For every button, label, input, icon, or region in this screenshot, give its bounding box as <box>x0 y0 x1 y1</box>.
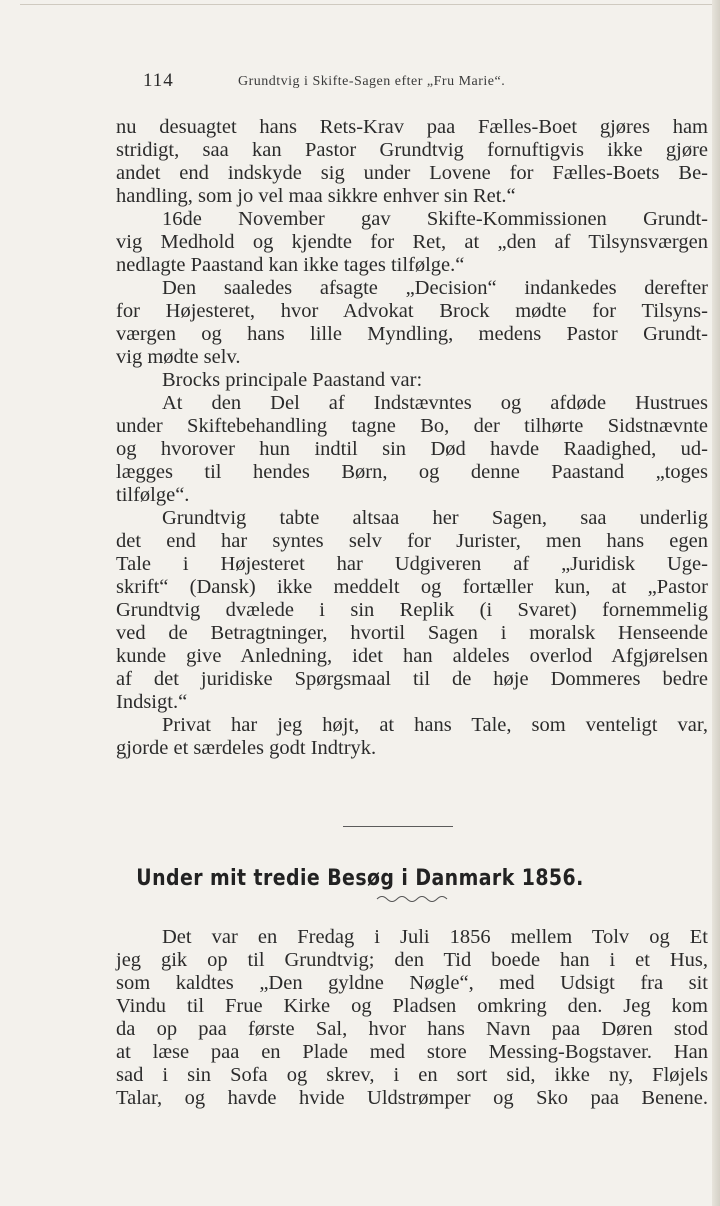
text-line: som kaldtes „Den gyldne Nøgle“, med Udsigt fra sit <box>116 972 708 994</box>
text-line: det end har syntes selv for Jurister, men hans egen <box>116 530 708 552</box>
text-line: ved de Betragtninger, hvortil Sagen i moralsk Henseende <box>116 622 708 644</box>
section-heading: Under mit tredie Besøg i Danmark 1856. <box>136 866 584 891</box>
wavy-ornament-icon <box>375 893 455 905</box>
page-header <box>0 70 720 100</box>
text-line: jeg gik op til Grundtvig; den Tid boede han i et Hus, <box>116 949 708 971</box>
section-separator-rule <box>343 826 453 827</box>
text-line: værgen og hans lille Myndling, medens Pastor Grundt- <box>116 323 708 345</box>
body-text-section-1 <box>116 116 708 760</box>
text-line: Brocks principale Paastand var: <box>162 369 423 391</box>
text-line: da op paa første Sal, hvor hans Navn paa Døren stod <box>116 1018 708 1040</box>
text-line: nu desuagtet hans Rets-Krav paa Fælles-Boet gjøres ham <box>116 116 708 138</box>
text-line: og hvorover hun indtil sin Død havde Raadighed, ud- <box>116 438 708 460</box>
text-line: 16de November gav Skifte-Kommissionen Grundt- <box>162 208 708 230</box>
text-line: lægges til hendes Børn, og denne Paastand „toges <box>116 461 708 483</box>
text-line: Tale i Højesteret har Udgiveren af „Juridisk Uge- <box>116 553 708 575</box>
text-line: Den saaledes afsagte „Decision“ indankedes derefter <box>162 277 708 299</box>
text-line: Det var en Fredag i Juli 1856 mellem Tolv og Et <box>162 926 708 948</box>
text-line: Indsigt.“ <box>116 691 188 713</box>
text-line: Grundtvig dvælede i sin Replik (i Svaret) fornemmelig <box>116 599 708 621</box>
text-line: andet end indskyde sig under Lovene for Fælles-Boets Be- <box>116 162 708 184</box>
text-line: stridigt, saa kan Pastor Grundtvig fornuftigvis ikke gjøre <box>116 139 708 161</box>
text-line: sad i sin Sofa og skrev, i en sort sid, ikke ny, Fløjels <box>116 1064 708 1086</box>
body-text-section-2 <box>116 926 708 1110</box>
running-head: Grundtvig i Skifte-Sagen efter „Fru Marie“. <box>238 74 506 89</box>
text-line: handling, som jo vel maa sikkre enhver sin Ret.“ <box>116 185 516 207</box>
text-line: under Skiftebehandling tagne Bo, der tilhørte Sidstnævnte <box>116 415 708 437</box>
text-line: Talar, og havde hvide Uldstrømper og Sko paa Benene. <box>116 1087 708 1109</box>
top-rule <box>20 4 712 5</box>
text-line: At den Del af Indstævntes og afdøde Hustrues <box>162 392 708 414</box>
text-line: at læse paa en Plade med store Messing-Bogstaver. Han <box>116 1041 708 1063</box>
text-line: af det juridiske Spørgsmaal til de høje Dommeres bedre <box>116 668 708 690</box>
text-line: for Højesteret, hvor Advokat Brock mødte for Tilsyns- <box>116 300 708 322</box>
text-line: nedlagte Paastand kan ikke tages tilfølge.“ <box>116 254 465 276</box>
text-line: Vindu til Frue Kirke og Pladsen omkring den. Jeg kom <box>116 995 708 1017</box>
text-line: Grundtvig tabte altsaa her Sagen, saa underlig <box>162 507 708 529</box>
text-line: kunde give Anledning, idet han aldeles overlod Afgjørelsen <box>116 645 708 667</box>
text-line: skrift“ (Dansk) ikke meddelt og fortæller kun, at „Pastor <box>116 576 708 598</box>
text-line: gjorde et særdeles godt Indtryk. <box>116 737 377 759</box>
text-line: Privat har jeg højt, at hans Tale, som venteligt var, <box>162 714 708 736</box>
page-edge <box>712 0 720 1206</box>
text-line: tilfølge“. <box>116 484 190 506</box>
text-line: vig Medhold og kjendte for Ret, at „den af Tilsynsværgen <box>116 231 708 253</box>
page-number: 114 <box>143 70 174 91</box>
text-line: vig mødte selv. <box>116 346 241 368</box>
